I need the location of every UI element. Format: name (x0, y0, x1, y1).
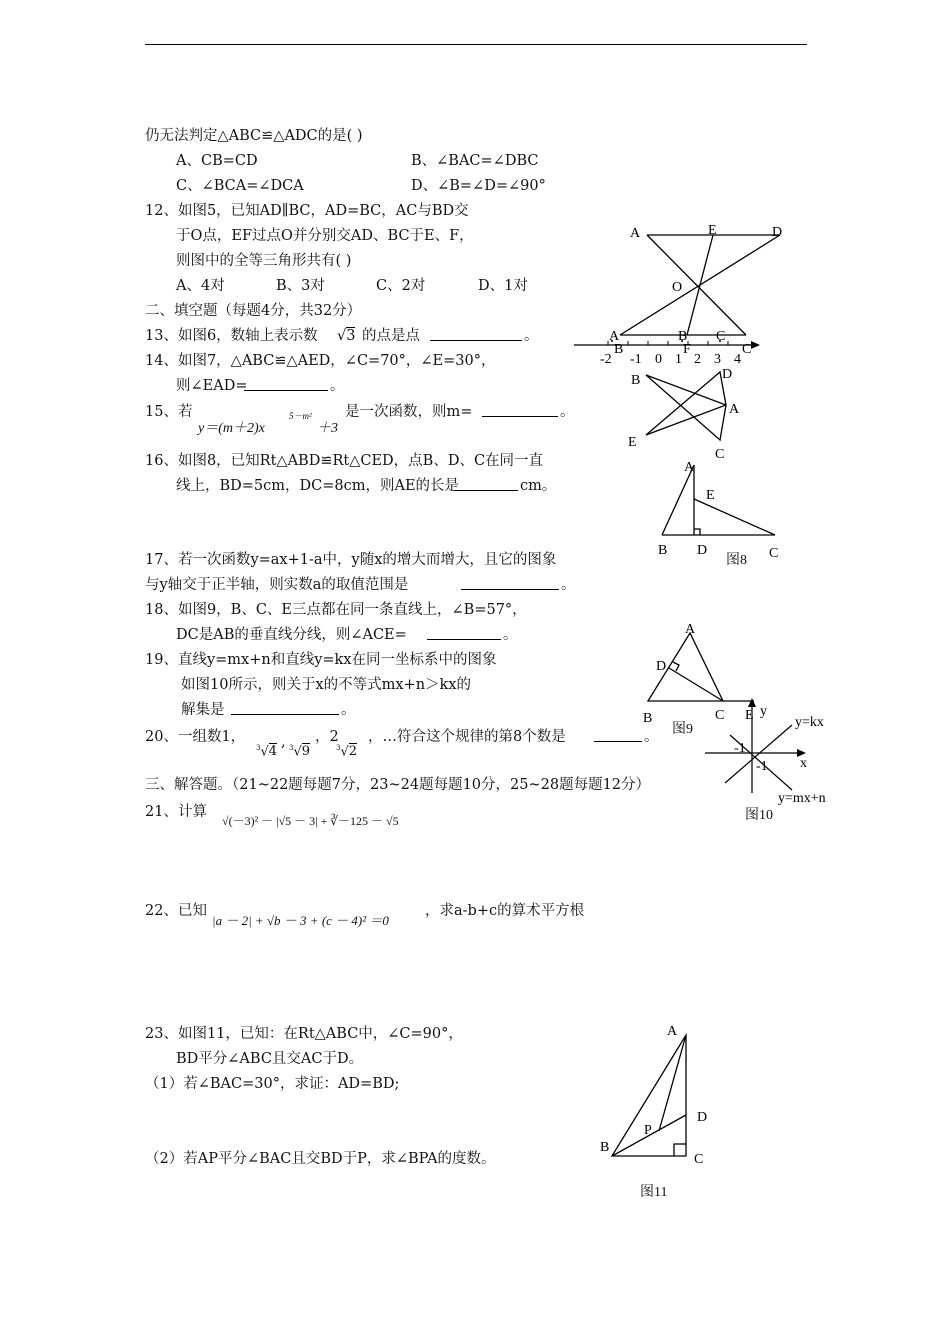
fig11-label-d: D (697, 1110, 708, 1125)
fig7-label-c: C (715, 447, 725, 462)
fig7-label-d: D (722, 367, 733, 382)
q12-line2: 于O点，EF过点O并分别交AD、BC于E、F， (176, 228, 474, 244)
q12-line1: 12、如图5，已知AD∥BC，AD=BC，AC与BD交 (145, 203, 469, 219)
q15-end: 。 (560, 404, 575, 420)
fig7-label-a: A (729, 402, 740, 417)
q13-sqrt: √3 (337, 328, 356, 344)
fig6-point-c: C (716, 329, 726, 344)
q15-suffix: 是一次函数，则m= (345, 404, 473, 420)
fig6-point-a: A (609, 329, 620, 344)
q22-label: 22、已知 (145, 903, 207, 919)
q20-end: 。 (644, 729, 659, 745)
fig6-point-b: B (678, 329, 688, 344)
q13-prefix: 13、如图6，数轴上表示数 (145, 328, 318, 344)
q15-exponent: 5－m² (289, 411, 312, 421)
q21-formula: √(－3)² － |√5 － 3| + ∛－125 － √5 (222, 814, 399, 828)
q20-answer-blank (594, 727, 642, 742)
fig6-tick-label: 2 (694, 352, 701, 367)
q12-option-c: C、2对 (376, 278, 426, 294)
q22-suffix: ，求a-b+c的算术平方根 (425, 903, 585, 919)
q12-option-d: D、1对 (478, 278, 528, 294)
fig10-line-kx: y=kx (795, 715, 824, 730)
q16-answer-blank (454, 476, 518, 491)
q18-line2: DC是AB的垂直线分线，则∠ACE= (176, 627, 407, 643)
q18-answer-blank (427, 625, 501, 640)
q11-option-d: D、∠B=∠D=∠90° (411, 178, 546, 194)
q11-option-a: A、CB=CD (176, 153, 258, 169)
section-3-heading: 三、解答题。（21~22题每题7分，23~24题每题10分，25~28题每题12分） (145, 777, 651, 793)
fig9-label-c: C (715, 708, 725, 723)
q16-end: cm。 (520, 478, 557, 494)
fig11-label-p: P (644, 1123, 652, 1138)
fig10-line-mxn: y=mx+n (778, 791, 826, 806)
fig8-label-d: D (697, 543, 708, 558)
q13-answer-blank (430, 326, 522, 341)
q17-line1: 17、若一次函数y=ax+1-a中，y随x的增大而增大，且它的图象 (145, 552, 557, 568)
fig6-tick-label: 1 (675, 352, 682, 367)
fig6-tick-label: 0 (655, 352, 662, 367)
fig6-tick-label: -2 (600, 352, 612, 367)
q11-option-b: B、∠BAC=∠DBC (411, 153, 539, 169)
fig5-label-f: F (683, 342, 691, 357)
fig5-label-b: B (614, 342, 624, 357)
fig7-label-e: E (628, 435, 637, 450)
q20-cbrt-4: $^3$√4 (256, 744, 278, 760)
fig11-label-a: A (667, 1024, 678, 1039)
figure-7 (625, 365, 755, 460)
q16-line1: 16、如图8，已知Rt△ABD≌Rt△CED，点B、D、C在同一直 (145, 453, 544, 469)
fig10-mark-1: -1 (734, 741, 746, 756)
fig9-label-b: B (643, 711, 653, 726)
q19-end: 。 (341, 702, 356, 718)
q20-suffix: ，…符合这个规律的第8个数是 (368, 729, 566, 745)
fig9-label-d: D (656, 659, 667, 674)
q21-label: 21、计算 (145, 804, 207, 820)
fig5-label-a: A (630, 226, 641, 241)
fig9-label-e: E (745, 708, 754, 723)
fig5-label-o: O (672, 280, 683, 295)
fig11-label-b: B (600, 1140, 610, 1155)
q18-line1: 18、如图9，B、C、E三点都在同一条直线上，∠B=57°， (145, 602, 527, 618)
figure-11 (595, 1018, 725, 1168)
fig8-label-c: C (769, 546, 779, 561)
fig8-label-e: E (706, 488, 715, 503)
q19-line1: 19、直线y=mx+n和直线y=kx在同一坐标系中的图象 (145, 652, 497, 668)
q22-formula: |a － 2| + √b － 3 + (c － 4)² ＝0 (212, 913, 389, 928)
section-2-heading: 二、填空题（每题4分，共32分） (145, 303, 362, 319)
q14-end: 。 (330, 378, 345, 394)
fig10-axis-x: x (800, 756, 807, 771)
q15-answer-blank (482, 402, 558, 417)
q15-formula-tail: ＋3 (317, 421, 338, 436)
q14-line1: 14、如图7，△ABC≌△AED，∠C=70°，∠E=30°， (145, 353, 496, 369)
q15-formula: y＝(m＋2)x (198, 421, 265, 436)
fig9-label-a: A (685, 622, 696, 637)
q11-stem: 仍无法判定△ABC≌△ADC的是( ) (145, 128, 363, 144)
q19-line3: 解集是 (181, 702, 225, 718)
fig6-tick-label: 4 (734, 352, 741, 367)
figure-6-number-line (572, 326, 764, 368)
fig5-label-e: E (708, 223, 717, 238)
q20-two: ，2 (315, 729, 339, 745)
fig6-tick-label: -1 (630, 352, 642, 367)
fig5-label-d: D (772, 225, 783, 240)
q17-line2: 与y轴交于正半轴，则实数a的取值范围是 (145, 577, 409, 593)
q12-option-b: B、3对 (276, 278, 325, 294)
fig7-label-b: B (631, 373, 641, 388)
fig10-axis-y: y (760, 704, 767, 719)
q20-cbrt-9: $^3$√9 (289, 744, 311, 760)
q12-line3: 则图中的全等三角形共有( ) (176, 253, 352, 269)
q19-line2: 如图10所示，则关于x的不等式mx+n＞kx的 (181, 677, 472, 693)
q18-end: 。 (503, 627, 518, 643)
fig8-label-a: A (684, 460, 695, 475)
fig8-caption: 图8 (726, 553, 747, 568)
q12-option-a: A、4对 (176, 278, 225, 294)
fig11-caption: 图11 (640, 1185, 668, 1200)
q16-line2: 线上，BD=5cm，DC=8cm，则AE的长是 (176, 478, 460, 494)
fig5-label-c: C (742, 342, 752, 357)
q14-answer-blank (244, 376, 328, 391)
q23-line1: 23、如图11，已知：在Rt△ABC中，∠C=90°， (145, 1026, 463, 1042)
q11-option-c: C、∠BCA=∠DCA (176, 178, 304, 194)
q14-line2: 则∠EAD= (176, 378, 248, 394)
q20-cbrt-2: $^3$√2 (336, 744, 358, 760)
fig9-caption: 图9 (672, 722, 693, 737)
fig10-caption: 图10 (745, 808, 773, 823)
q17-end: 。 (561, 577, 576, 593)
q15-prefix: 15、若 (145, 404, 193, 420)
q23-part1: （1）若∠BAC=30°，求证：AD=BD; (145, 1076, 400, 1092)
q20-prefix: 20、一组数1， (145, 729, 246, 745)
q23-part2: （2）若AP平分∠BAC且交BD于P，求∠BPA的度数。 (145, 1151, 496, 1167)
q13-suffix: 的点是点 (362, 328, 420, 344)
fig10-mark-2: -1 (756, 759, 768, 774)
q19-answer-blank (231, 700, 339, 715)
figure-8 (650, 455, 790, 565)
fig11-label-c: C (694, 1152, 704, 1167)
fig8-label-b: B (658, 543, 668, 558)
header-rule (145, 44, 807, 45)
q17-answer-blank (461, 575, 559, 590)
q13-end: 。 (524, 328, 539, 344)
figure-10 (700, 695, 835, 810)
fig6-tick-label: 3 (714, 352, 721, 367)
q23-line2: BD平分∠ABC且交AC于D。 (176, 1051, 364, 1067)
